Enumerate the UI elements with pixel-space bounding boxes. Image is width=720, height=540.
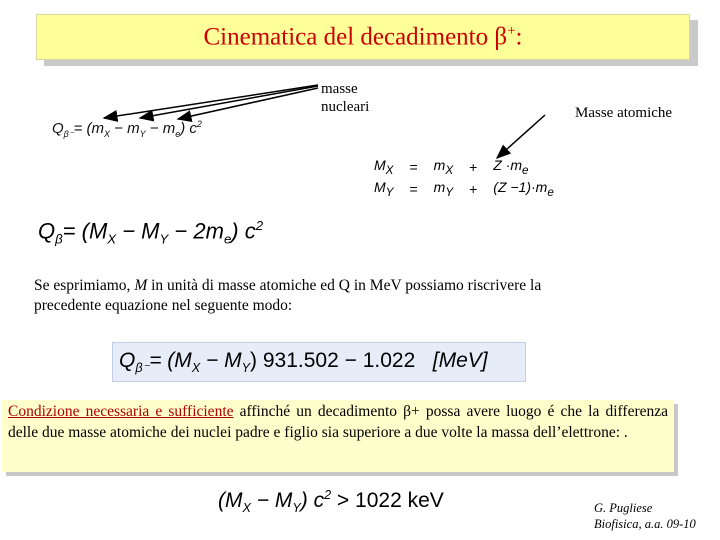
- arrow-to-mass-table: [497, 115, 545, 158]
- arrow-to-my: [140, 86, 318, 118]
- masse-atomiche-label: Masse atomiche: [575, 105, 673, 121]
- explanation-paragraph: Se esprimiamo, M in unità di masse atomiche ed Q in MeV possiamo riscrivere la precedente equazione nel seguente modo:: [34, 277, 542, 314]
- condition-text: Condizione necessaria e sufficiente affinché un decadimento β+ possa avere luogo é che la differenza delle due masse atomiche dei nuclei padre e figlio sia superiore a due volte la massa dell’elettrone: .: [8, 403, 669, 441]
- mass-relations-table: [366, 156, 562, 200]
- mass-relation-x: $M_X$ = $m_X$ + $Z \cdot m_e$: [374, 157, 529, 177]
- eq-condition: $(M_X - M_Y) c^2 > 1022$ keV: [218, 488, 444, 516]
- mass-relation-y: $M_Y$ = $m_Y$ + $(Z -1)\cdot m_e$: [374, 179, 554, 199]
- eq-q-atomic: $Q_\beta= (M_X - M_Y - 2m_e)$ $c^2$: [38, 218, 264, 247]
- eq-q-numeric: $Q_{\beta^-}= (M_X - M_Y) 931.502 - 1.022$ [MeV]: [119, 348, 488, 376]
- arrow-to-mx: [104, 85, 318, 118]
- numeric-equation-box: [112, 342, 526, 382]
- page-title: Cinematica del decadimento β+:: [203, 22, 523, 51]
- masse-nucleari-label: masse nucleari: [321, 81, 370, 115]
- author-credit: G. Pugliese Biofisica, a.a. 09-10: [594, 501, 696, 531]
- eq-q-nuclear: $Q_{\beta^-}= (m_X - m_Y - m_e)$ $c^2$: [52, 119, 202, 139]
- condition-box: [2, 400, 674, 472]
